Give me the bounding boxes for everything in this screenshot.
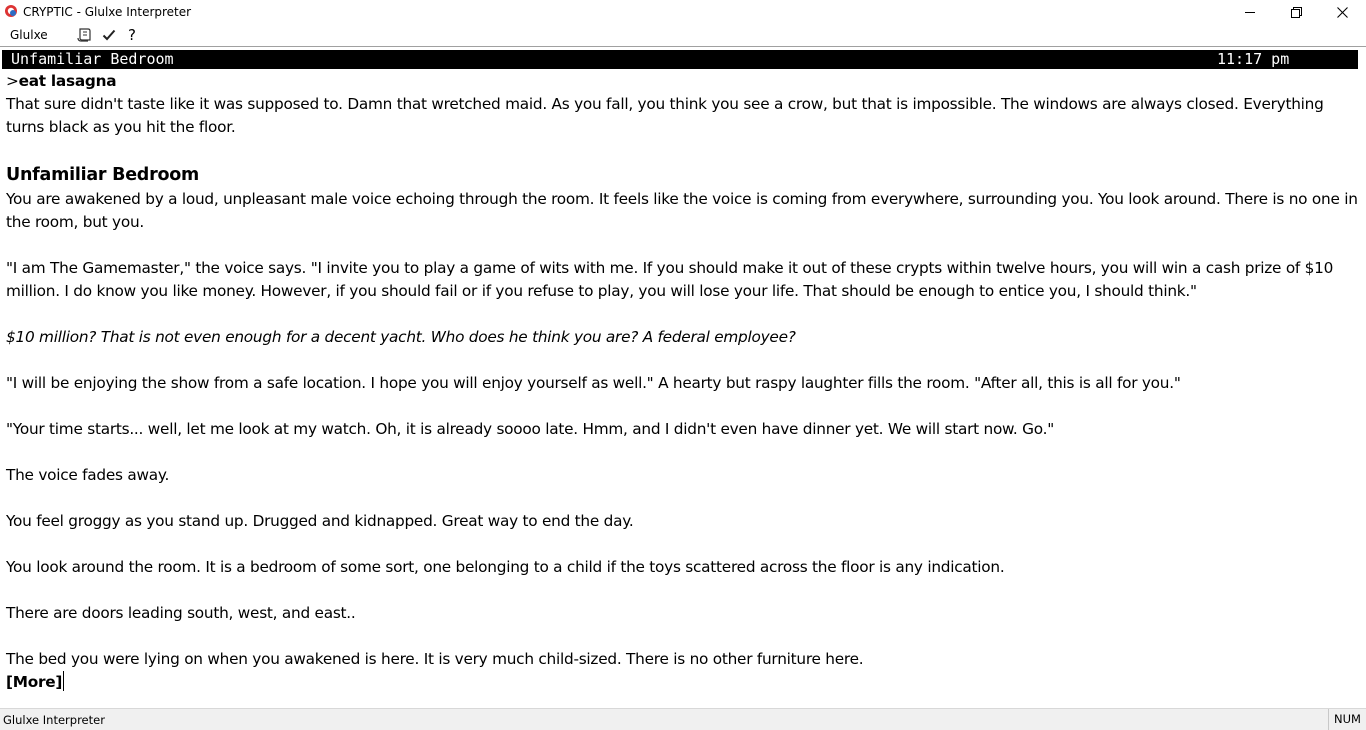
status-time: 11:17 pm bbox=[1217, 50, 1290, 68]
prompt-char: > bbox=[6, 72, 19, 90]
glulxe-app-icon bbox=[4, 4, 18, 18]
more-prompt[interactable]: [More] bbox=[6, 673, 63, 691]
status-bar-text: Glulxe Interpreter bbox=[3, 713, 105, 727]
script-button[interactable] bbox=[75, 27, 93, 43]
story-text[interactable] bbox=[6, 70, 1358, 694]
vertical-scrollbar[interactable] bbox=[1358, 47, 1364, 707]
story-paragraph: You look around the room. It is a bedroom of some sort, one belonging to a child if the toys scattered across the floor is any indication. bbox=[6, 558, 1005, 576]
title-bar bbox=[0, 0, 1366, 24]
script-icon bbox=[76, 27, 92, 43]
maximize-icon bbox=[1291, 7, 1302, 18]
check-icon bbox=[102, 28, 116, 42]
text-cursor bbox=[63, 671, 64, 691]
room-heading: Unfamiliar Bedroom bbox=[6, 165, 199, 185]
story-paragraph: You feel groggy as you stand up. Drugged and kidnapped. Great way to end the day. bbox=[6, 512, 634, 530]
story-paragraph: You are awakened by a loud, unpleasant male voice echoing through the room. It feels like the voice is coming from everywhere, surrounding you. You look around. There is no one in the room, but you. bbox=[6, 190, 1358, 231]
maximize-button[interactable] bbox=[1273, 0, 1319, 24]
story-paragraph: "I am The Gamemaster," the voice says. "I invite you to play a game of wits with me. If you should make it out of these crypts within twelve hours, you will win a cash prize of $10 million. I do know you like money. However, if you should fail or if you refuse to play, you will lose your life. That should be enough to entice you, I should think." bbox=[6, 259, 1334, 300]
story-paragraph: "I will be enjoying the show from a safe location. I hope you will enjoy yourself as well." A hearty but raspy laughter fills the room. "After all, this is all for you." bbox=[6, 374, 1181, 392]
story-paragraph: The bed you were lying on when you awakened is here. It is very much child-sized. There is no other furniture here. bbox=[6, 650, 864, 668]
story-paragraph: That sure didn't taste like it was supposed to. Damn that wretched maid. As you fall, you think you see a crow, but that is impossible. The windows are always closed. Everything turns black as you hit the floor. bbox=[6, 95, 1324, 136]
help-button[interactable] bbox=[123, 27, 141, 43]
check-button[interactable] bbox=[100, 27, 118, 43]
status-bar bbox=[0, 708, 1366, 730]
status-line bbox=[2, 50, 1364, 69]
story-paragraph-italic: $10 million? That is not even enough for a decent yacht. Who does he think you are? A federal employee? bbox=[6, 328, 796, 346]
minimize-button[interactable] bbox=[1227, 0, 1273, 24]
story-paragraph: The voice fades away. bbox=[6, 466, 170, 484]
player-command: eat lasagna bbox=[18, 72, 117, 90]
more-line bbox=[6, 671, 1358, 694]
window-title: CRYPTIC - Glulxe Interpreter bbox=[23, 5, 192, 19]
menu-glulxe[interactable]: Glulxe bbox=[10, 28, 48, 42]
help-icon: ? bbox=[128, 26, 136, 44]
num-lock-indicator: NUM bbox=[1328, 709, 1366, 730]
close-icon bbox=[1337, 7, 1348, 18]
close-button[interactable] bbox=[1319, 0, 1365, 24]
status-room-name: Unfamiliar Bedroom bbox=[11, 50, 174, 68]
story-paragraph: "Your time starts... well, let me look at my watch. Oh, it is already soooo late. Hmm, and I didn't even have dinner yet. We will start now. Go." bbox=[6, 420, 1054, 438]
command-line bbox=[6, 70, 1358, 93]
story-paragraph: There are doors leading south, west, and east.. bbox=[6, 604, 356, 622]
game-window bbox=[0, 46, 1366, 708]
menu-bar bbox=[0, 24, 1366, 46]
minimize-icon bbox=[1245, 7, 1255, 17]
